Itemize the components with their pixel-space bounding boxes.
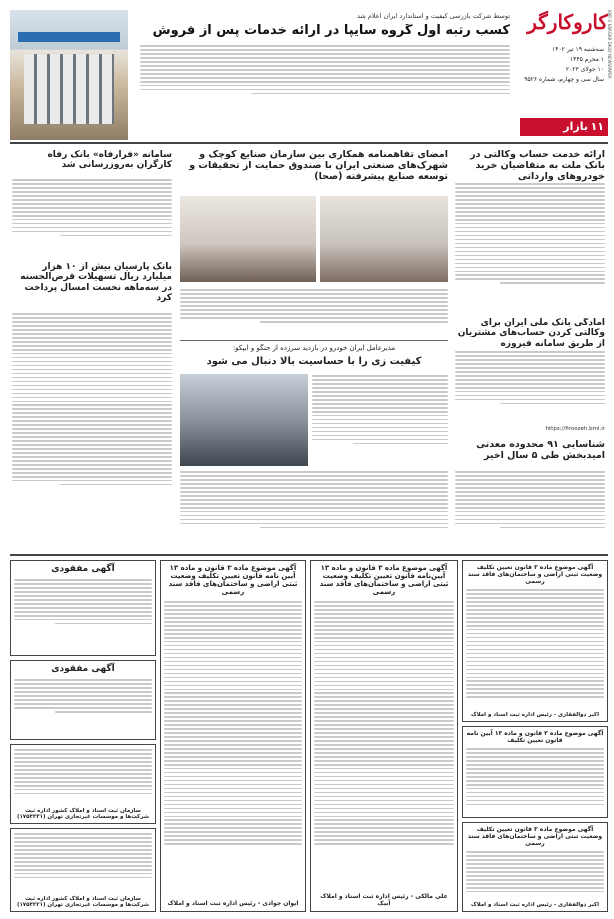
ad-col1-mid-title: آگهی موضوع ماده ۳ قانون و ماده ۱۳ آیین نامه قانون تعیین تکلیف (466, 730, 604, 744)
page-number: ۱۱ (590, 120, 604, 133)
story-left-mid-headline: بانک پارسیان بیش از ۱۰ هزار میلیارد ریال تسهیلات قرض‌الحسنه در سه‌ماهه نخست امسال پرداخت کرد (20, 262, 172, 304)
masthead-logo: کاروکارگر (527, 10, 608, 34)
story-left-top-headline: سامانه «فرارفاه» بانک رفاه کارگران به‌روزرسانی شد (47, 150, 172, 171)
story-center-headline: امضای تفاهمنامه همکاری بین سازمان صنایع کوچک و شهرک‌های صنعتی ایران با صندوق حمایت از تحقیقات و توسعه صنایع پیشرفته (صحا) (189, 150, 448, 182)
ad-col1-low-title: آگهی موضوع ماده ۳ قانون تعیین تکلیف وضعیت ثبتی اراضی و ساختمان‌های فاقد سند رسمی (467, 826, 603, 847)
story-center-low-photo (180, 374, 308, 466)
ad-col4-low-2 (10, 828, 156, 912)
ad-col1-top-title: آگهی موضوع ماده ۳ قانون تعیین تکلیف وضعیت ثبتی اراضی و ساختمان‌های فاقد سند رسمی (467, 564, 603, 585)
story-right-top-body (455, 182, 605, 312)
divider (10, 142, 608, 144)
story-center-low-kicker: مدیرعامل ایران خودرو در بازدید سرزده از جنگو و ایپکو: (232, 344, 396, 352)
top-story-kicker: توسط شرکت بازرسی کیفیت و استاندارد ایران اعلام شد (356, 12, 510, 20)
ad-col4-top (10, 560, 156, 656)
ad-col4-mid (10, 660, 156, 740)
story-center-body (180, 288, 448, 338)
story-center-low-body (312, 374, 448, 466)
story-left-top-body (12, 178, 172, 256)
ad-col4-mid-title: آگهی مفقودی (51, 664, 115, 674)
story-right-low-body (455, 470, 605, 550)
ad-col3-top (160, 560, 306, 912)
masthead-issue-3: ۱۰ جولای ۲۰۲۳ (565, 66, 604, 73)
story-center-low-body-2 (180, 470, 448, 550)
story-left-mid-body (12, 312, 172, 548)
top-story-headline: کسب رتبه اول گروه سایپا در ارائه خدمات پس از فروش (152, 24, 510, 38)
ad-col2-top-title: آگهی موضوع ماده ۳ قانون و ماده ۱۳ آیین‌نامه قانون تعیین تکلیف وضعیت ثبتی اراضی و ساختمان‌های فاقد سند رسمی (319, 564, 449, 596)
masthead-logo-en: KAR O KARGAR DAILY NEWSPAPER (607, 10, 612, 79)
divider (10, 554, 608, 556)
story-right-low-headline: شناسایی ۹۱ محدوده معدنی امیدبخش طی ۵ سال اخیر (476, 440, 605, 461)
story-right-mid-headline: آمادگی بانک ملی ایران برای وکالتی کردن حساب‌های مشتریان از طریق سامانه فیروزه (457, 318, 605, 349)
top-story-body (140, 44, 510, 116)
story-center-photo-2 (180, 196, 316, 282)
story-right-mid-url[interactable]: https://firoozeh.bmi.ir (545, 426, 605, 432)
story-right-top-headline: ارائه خدمت حساب وکالتی در بانک ملت به متقاضیان خرید خودروهای وارداتی (470, 150, 605, 182)
story-center-low-headline: کیفیت زی را با حساسیت بالا دنبال می شود (206, 356, 422, 367)
ad-col4-sign-2: سازمان ثبت اسناد و املاک کشور اداره ثبت شرکت‌ها و موسسات غیرتجاری تهران (۱۷۵۴۲۲۱) (16, 896, 150, 908)
ad-col4-top-title: آگهی مفقودی (51, 564, 115, 574)
ad-col2-top-sign: علی مالکی - رئیس اداره ثبت اسناد و املاک آبیک (320, 893, 448, 907)
ad-col1-mid (462, 726, 608, 818)
masthead-issue-4: سال سی و چهارم، شماره ۹۵۲۶ (524, 76, 604, 83)
ad-col1-top-sign: اکبر ذوالفقاری - رئیس اداره ثبت اسناد و املاک (470, 712, 600, 718)
ad-col1-top (462, 560, 608, 722)
top-story-photo (10, 10, 128, 140)
ad-col1-low (462, 822, 608, 912)
masthead-issue-1: سه‌شنبه ۱۹ تیر ۱۴۰۲ (552, 46, 604, 53)
story-center-photo-1 (320, 196, 448, 282)
ad-col3-top-title: آگهی موضوع ماده ۳ قانون و ماده ۱۳ آیین نامه قانون تعیین تکلیف وضعیت ثبتی اراضی و ساختمان‌های فاقد سند رسمی (168, 564, 298, 596)
section-label: بازار (563, 120, 588, 133)
ad-col4-low-1 (10, 744, 156, 824)
masthead-issue-2: ۱ محرم ۱۴۴۵ (569, 56, 604, 63)
ad-col1-low-sign: اکبر ذوالفقاری - رئیس اداره ثبت اسناد و املاک (470, 902, 600, 908)
ad-col2-top (310, 560, 458, 912)
ad-col3-top-sign: ایوان جوادی - رئیس اداره ثبت اسناد و املاک (167, 900, 299, 907)
divider (180, 340, 448, 341)
story-right-mid-body (455, 350, 605, 425)
ad-col4-sign-1: سازمان ثبت اسناد و املاک کشور اداره ثبت شرکت‌ها و موسسات غیرتجاری تهران (۱۷۵۴۳۳۱) (16, 808, 150, 820)
section-bar (520, 118, 608, 136)
